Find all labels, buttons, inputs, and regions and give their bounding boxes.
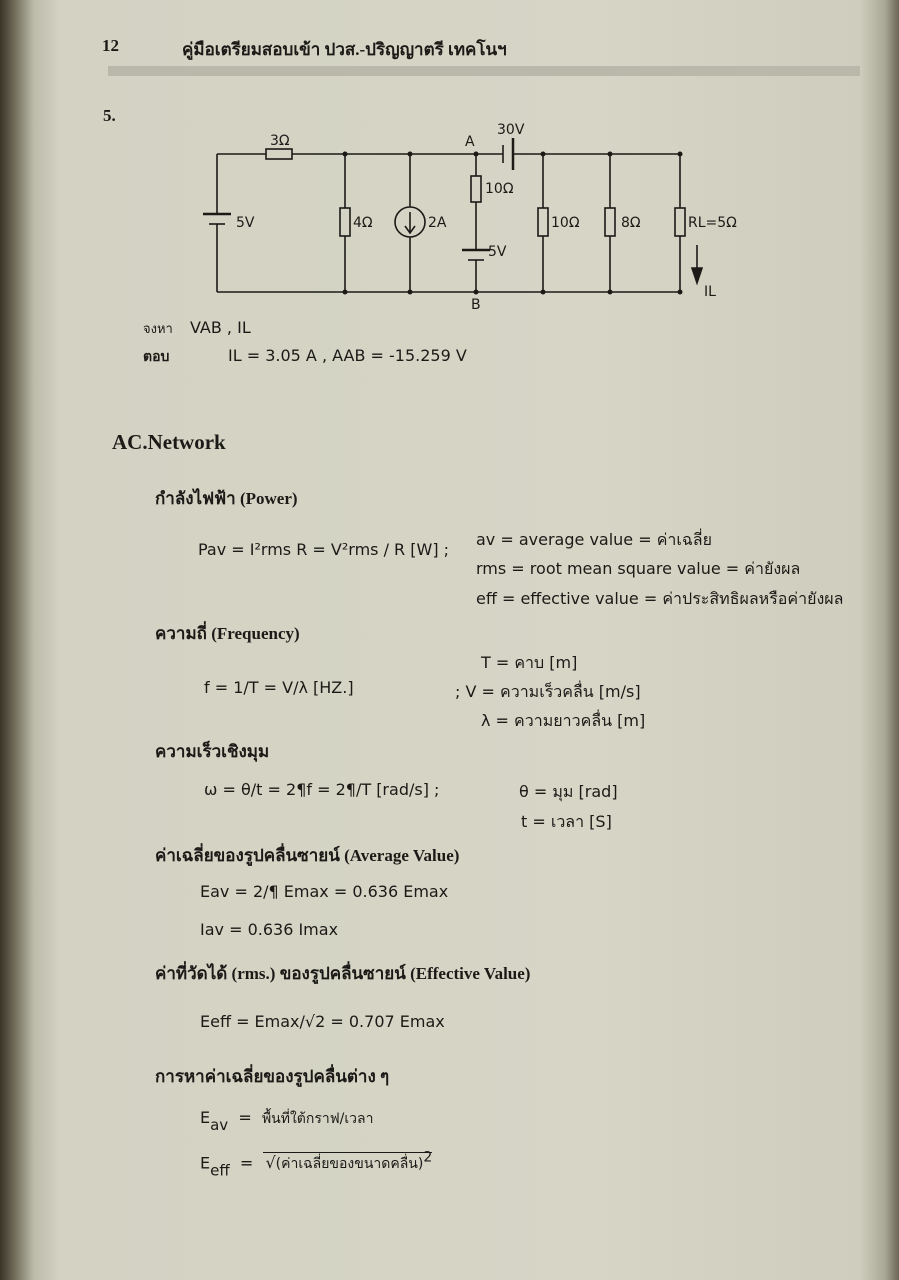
frequency-def-v: ; V = ความเร็วคลื่น [m/s] <box>455 682 641 701</box>
question-prefix: จงหา <box>143 322 173 337</box>
label-rl: RL=5Ω <box>688 215 737 231</box>
label-r3: 10Ω <box>485 181 514 197</box>
angular-def-t: t = เวลา [S] <box>521 812 612 831</box>
general-eeff-text: (ค่าเฉลี่ยของขนาดคลื่น) <box>275 1156 424 1173</box>
resistor-load <box>675 208 685 236</box>
power-def-av: av = average value = ค่าเฉลี่ย <box>476 530 712 549</box>
label-v-top: 30V <box>497 122 525 138</box>
resistor-10ohm <box>538 208 548 236</box>
resistor-8ohm <box>605 208 615 236</box>
average-eav: Eav = 2/¶ Emax = 0.636 Emax <box>200 882 449 901</box>
label-il: IL <box>704 284 716 300</box>
label-node-b: B <box>471 297 481 313</box>
power-def-rms: rms = root mean square value = ค่ายังผล <box>476 559 801 578</box>
general-eav-text: พื้นที่ใต้กราฟ/เวลา <box>261 1111 374 1127</box>
frequency-heading: ความถี่ (Frequency) <box>155 624 300 643</box>
resistor-10ohm-ab <box>471 176 481 202</box>
answer-label: ตอบ <box>143 350 170 365</box>
angular-heading: ความเร็วเชิงมุม <box>155 742 270 761</box>
label-i-src: 2A <box>428 215 447 231</box>
problem-number: 5. <box>103 106 116 125</box>
effective-heading: ค่าที่วัดได้ (rms.) ของรูปคลื่นซายน์ (Effective Value) <box>155 964 531 983</box>
frequency-def-t: T = คาบ [m] <box>481 653 578 672</box>
label-r2: 4Ω <box>353 215 373 231</box>
frequency-def-lambda: λ = ความยาวคลื่น [m] <box>481 711 646 730</box>
frequency-formula: f = 1/T = V/λ [HZ.] <box>204 678 354 697</box>
running-title: คู่มือเตรียมสอบเข้า ปวส.-ปริญญาตรี เทคโนฯ <box>182 40 507 59</box>
resistor-3ohm <box>266 149 292 159</box>
label-v-left: 5V <box>236 215 255 231</box>
angular-def-theta: θ = มุม [rad] <box>519 782 618 801</box>
label-r4: 10Ω <box>551 215 580 231</box>
power-def-eff: eff = effective value = ค่าประสิทธิผลหรือค่ายังผล <box>476 589 844 608</box>
power-formula: Pav = I²rms R = V²rms / R [W] ; <box>198 540 450 559</box>
label-node-a: A <box>465 134 475 150</box>
label-r5: 8Ω <box>621 215 641 231</box>
section-title: AC.Network <box>112 430 226 454</box>
general-heading: การหาค่าเฉลี่ยของรูปคลื่นต่าง ๆ <box>155 1067 390 1086</box>
angular-formula: ω = θ/t = 2¶f = 2¶/T [rad/s] ; <box>204 780 440 799</box>
average-iav: Iav = 0.636 Imax <box>200 920 339 939</box>
label-v-mid: 5V <box>488 244 507 260</box>
resistor-4ohm <box>340 208 350 236</box>
circuit-diagram <box>0 0 899 320</box>
average-heading: ค่าเฉลี่ยของรูปคลื่นซายน์ (Average Value) <box>155 846 460 865</box>
question-text: VAB , IL <box>190 318 251 337</box>
page-number: 12 <box>102 36 119 55</box>
effective-eeff: Eeff = Emax/√2 = 0.707 Emax <box>200 1012 445 1031</box>
answer-text: IL = 3.05 A , AAB = -15.259 V <box>228 346 467 365</box>
power-heading: กำลังไฟฟ้า (Power) <box>155 489 298 508</box>
label-r1: 3Ω <box>270 133 290 149</box>
